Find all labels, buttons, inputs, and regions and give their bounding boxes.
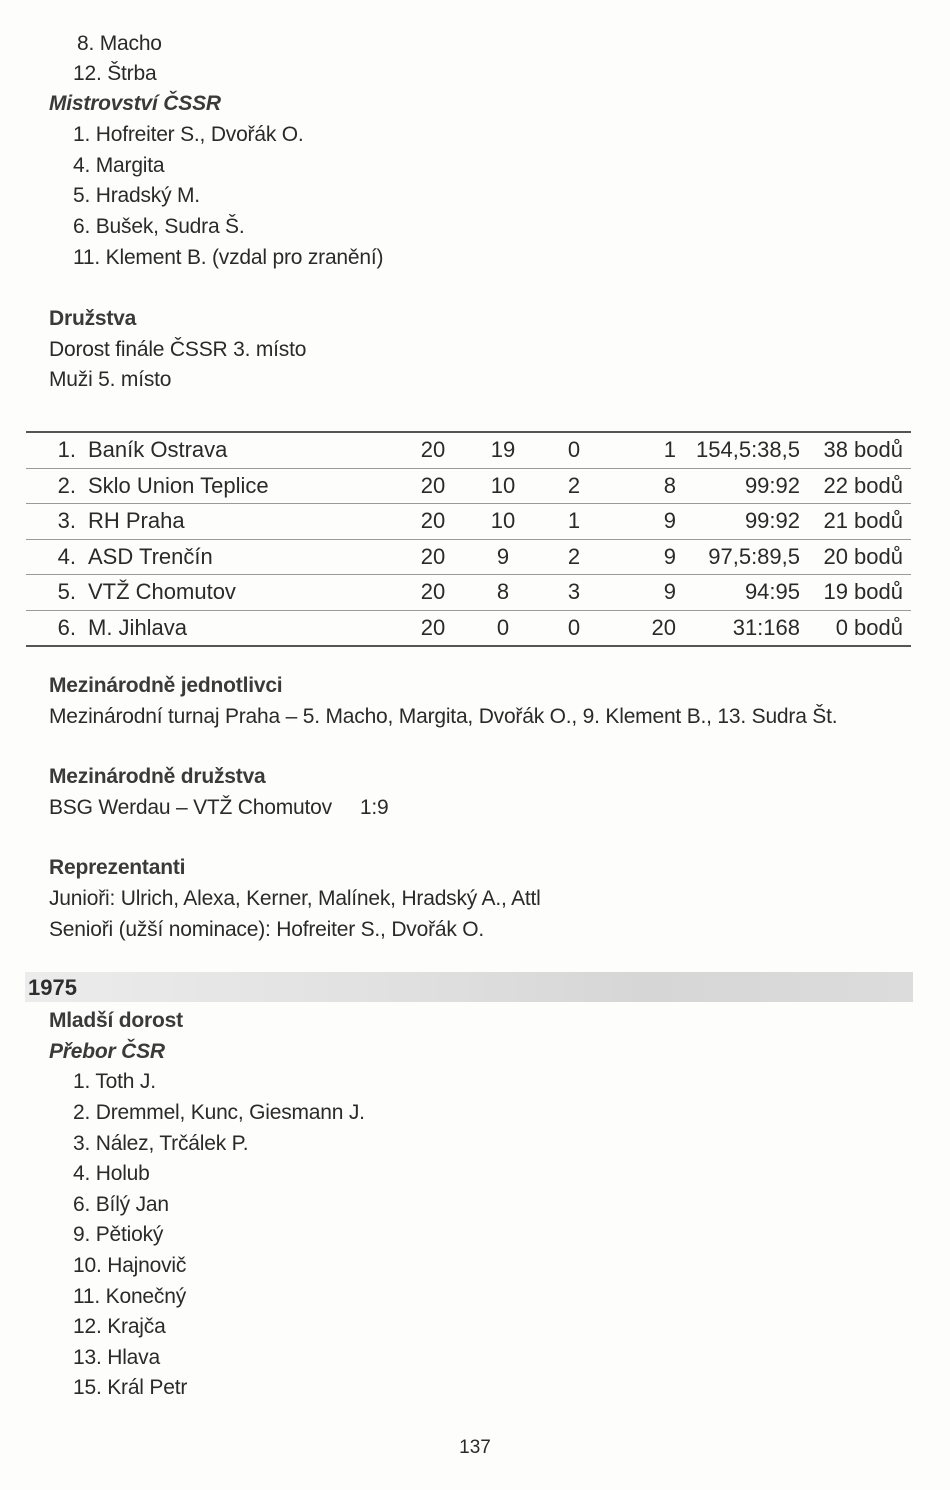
result-line: 8. Macho <box>77 32 162 55</box>
team-cell: Baník Ostrava <box>88 432 398 468</box>
text-line: Dorost finále ČSSR 3. místo <box>49 338 307 361</box>
draws-cell: 0 <box>567 614 581 640</box>
result-line: 15. Král Petr <box>73 1376 188 1399</box>
team-cell: VTŽ Chomutov <box>88 575 398 611</box>
section-heading: Reprezentanti <box>49 856 186 879</box>
table-row <box>26 468 911 504</box>
result-line: 10. Hajnovič <box>73 1254 187 1277</box>
team-cell: RH Praha <box>88 504 398 540</box>
table-row <box>26 504 911 540</box>
result-line: 9. Pětioký <box>73 1223 164 1246</box>
draws-cell: 2 <box>538 539 610 575</box>
wins-cell: 19 <box>468 432 538 468</box>
table-row <box>26 432 911 468</box>
games-cell: 20 <box>398 575 468 611</box>
table-row <box>26 610 911 646</box>
match-result: 1:9 <box>359 796 389 819</box>
section-heading: Družstva <box>49 307 137 330</box>
result-line: 13. Hlava <box>73 1346 160 1369</box>
section-heading: Mladší dorost <box>49 1009 183 1032</box>
points-cell: 22 bodů <box>800 468 911 504</box>
score-cell: 99:92 <box>690 468 800 504</box>
team-cell: M. Jihlava <box>88 614 188 640</box>
text-line: Muži 5. místo <box>49 368 172 391</box>
games-cell: 20 <box>420 614 446 640</box>
rank-cell: 6. <box>57 614 76 640</box>
score-cell: 99:92 <box>690 504 800 540</box>
match-teams: BSG Werdau – VTŽ Chomutov <box>49 796 332 819</box>
points-cell: 0 bodů <box>835 614 903 640</box>
result-line: 4. Margita <box>73 154 165 177</box>
points-cell: 21 bodů <box>800 504 911 540</box>
section-heading: Mezinárodně jednotlivci <box>49 674 283 697</box>
result-line: 2. Dremmel, Kunc, Giesmann J. <box>73 1101 365 1124</box>
rank-cell: 3. <box>26 504 88 540</box>
score-cell: 94:95 <box>690 575 800 611</box>
games-cell: 20 <box>398 504 468 540</box>
text-line: Mezinárodní turnaj Praha – 5. Macho, Margita, Dvořák O., 9. Klement B., 13. Sudra Št. <box>49 705 838 728</box>
team-cell: ASD Trenčín <box>88 539 398 575</box>
draws-cell: 1 <box>538 504 610 540</box>
games-cell: 20 <box>398 539 468 575</box>
result-line: 11. Klement B. (vzdal pro zranění) <box>73 246 384 269</box>
result-line: 4. Holub <box>73 1162 150 1185</box>
match-line <box>49 793 388 823</box>
table-row <box>26 575 911 611</box>
games-cell: 20 <box>398 432 468 468</box>
score-cell: 97,5:89,5 <box>690 539 800 575</box>
result-line: 5. Hradský M. <box>73 184 200 207</box>
score-cell: 31:168 <box>732 614 800 640</box>
year-heading: 1975 <box>28 975 77 1000</box>
table-row <box>26 539 911 575</box>
result-line: 6. Bušek, Sudra Š. <box>73 215 245 238</box>
points-cell: 19 bodů <box>800 575 911 611</box>
rank-cell: 1. <box>26 432 88 468</box>
points-cell: 20 bodů <box>800 539 911 575</box>
page-number: 137 <box>459 1437 491 1458</box>
year-bar <box>25 972 913 1002</box>
section-heading: Mezinárodně družstva <box>49 765 266 788</box>
text-line: Junioři: Ulrich, Alexa, Kerner, Malínek, Hradský A., Attl <box>49 887 541 910</box>
team-cell: Sklo Union Teplice <box>88 468 398 504</box>
wins-cell: 10 <box>468 504 538 540</box>
wins-cell: 8 <box>468 575 538 611</box>
draws-cell: 2 <box>538 468 610 504</box>
text-line: Senioři (užší nominace): Hofreiter S., Dvořák O. <box>49 918 485 941</box>
losses-cell: 20 <box>651 614 676 640</box>
result-line: 11. Konečný <box>73 1285 186 1308</box>
wins-cell: 0 <box>496 614 510 640</box>
losses-cell: 1 <box>610 432 690 468</box>
result-line: 1. Toth J. <box>73 1070 156 1093</box>
losses-cell: 9 <box>610 504 690 540</box>
rank-cell: 4. <box>26 539 88 575</box>
section-subtitle: Mistrovství ČSSR <box>49 92 221 115</box>
result-line: 12. Štrba <box>73 62 157 85</box>
losses-cell: 9 <box>610 575 690 611</box>
losses-cell: 9 <box>610 539 690 575</box>
losses-cell: 8 <box>610 468 690 504</box>
wins-cell: 9 <box>468 539 538 575</box>
wins-cell: 10 <box>468 468 538 504</box>
draws-cell: 0 <box>538 432 610 468</box>
result-line: 12. Krajča <box>73 1315 166 1338</box>
rank-cell: 5. <box>26 575 88 611</box>
result-line: 3. Nález, Trčálek P. <box>73 1132 249 1155</box>
result-line: 1. Hofreiter S., Dvořák O. <box>73 123 304 146</box>
rank-cell: 2. <box>26 468 88 504</box>
result-line: 6. Bílý Jan <box>73 1193 169 1216</box>
draws-cell: 3 <box>538 575 610 611</box>
standings-table <box>26 431 911 647</box>
score-cell: 154,5:38,5 <box>690 432 800 468</box>
games-cell: 20 <box>398 468 468 504</box>
points-cell: 38 bodů <box>800 432 911 468</box>
section-subtitle: Přebor ČSR <box>49 1040 165 1063</box>
